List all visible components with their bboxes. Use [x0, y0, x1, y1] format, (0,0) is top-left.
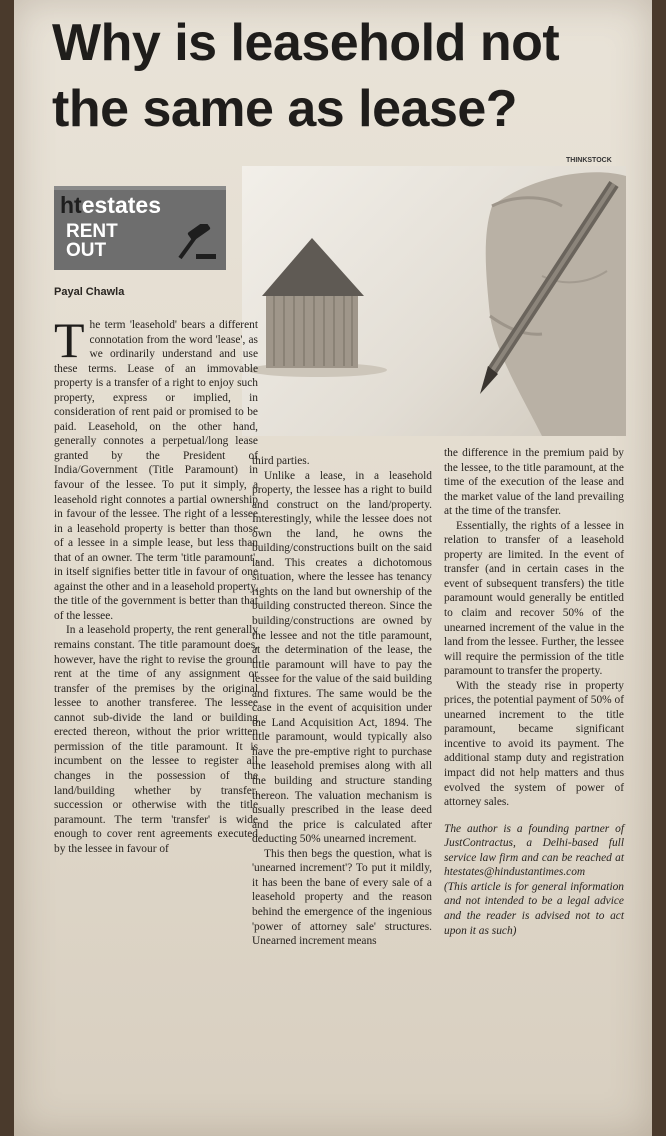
brand-prefix: ht: [60, 192, 82, 218]
photo-credit: THINKSTOCK: [566, 157, 612, 164]
section-logo: [54, 186, 226, 270]
column-2: [252, 454, 432, 949]
headline: Why is leasehold not the same as lease?: [52, 14, 560, 138]
author-bio: [444, 822, 624, 938]
byline: Payal Chawla: [54, 286, 125, 298]
paragraph: With the steady rise in property prices, the potential payment of 50% of unearned increment to the title paramount, became significant incentive to avoid its payment. The additional stamp duty and registration impact did not help matters and thus evolved the system of power of attorney sales.: [444, 679, 624, 809]
newspaper-page: [14, 0, 652, 1136]
paragraph: In a leasehold property, the rent generally remains constant. The title paramount does, however, have the right to revise the ground rent at the time of any assignment or transfer of the premises by the original lessee to another transferee. The lessee cannot sub-divide the land or building erected thereon, without the prior written permission of the title paramount. It is incumbent on the lessee to register all changes in the possession of the land/building whether by transfer, succession or otherwise with the title paramount. The term 'transfer' is wide enough to cover rent agreements executed by the lessee in favour of: [54, 624, 258, 855]
gavel-icon: [174, 224, 218, 267]
bio-text: The author is a founding partner of JustContractus, a Delhi-based full service law firm and can be reached at htestates@hindustantimes.com: [444, 822, 624, 879]
column-3: [444, 446, 624, 938]
brand-suffix: estates: [81, 192, 161, 218]
section-label-line2: OUT: [66, 240, 107, 261]
drop-cap: T: [54, 312, 85, 368]
paragraph: [54, 312, 258, 623]
house-and-pen-illustration: [242, 166, 626, 436]
paragraph-text: he term 'leasehold' bears a different connotation from the word 'lease', as we ordinarily understand and use these terms. Lease of an immovable property is a transfer of a right to enjoy such property, express or implied, in consideration of rent paid or promised to be paid. Leasehold, on the other hand, generally connotes a perpetual/long lease granted by the President of India/Government (Title Paramount) in favour of the lessee. To put it simply, a leasehold right connotes a partial ownership in favour of the lessee. The right of a lessee in a leasehold property is better than those of a lessee in a simple lease, but less than that of an owner. The term 'title paramount', in itself signifies better title in favour of one against the other and in a leasehold property, the title of the government is better than that of the lessee.: [54, 319, 258, 622]
paragraph: third parties.: [252, 455, 310, 467]
column-1: [54, 312, 258, 856]
paragraph: This then begs the question, what is 'unearned increment'? To put it mildly, it has been the bane of every sale of a leasehold property and the reason behind the emergence of the ingenious 'power of attorney sale' structures. Unearned increment means: [252, 847, 432, 948]
section-label: [66, 222, 118, 260]
disclaimer-text: (This article is for general information and not intended to be a legal advice and the reader is advised not to act upon it as such): [444, 880, 624, 937]
paragraph: Unlike a lease, in a leasehold property, the lessee has a right to build and construct on the land/property. Interestingly, while the lessee does not own the land, he owns the building/constructions built on the said land. This creates a dichotomous situation, where the lessee has tenancy rights on the land but ownership of the building constructed thereon. Since the building/constructions are owned by the lessee and not the title paramount, at the determination of the lease, the title paramount will have to pay the lessee for the value of the said building and fixtures. The same would be the case in the event of acquisition under the Land Acquisition Act, 1894. The title paramount, would typically also have the pre-emptive right to purchase the leasehold premises along with all the building and structure standing thereon. The valuation mechanism is usually prescribed in the lease deed and the price is calculated after deducting 50% unearned increment.: [252, 469, 432, 846]
section-brand: [60, 192, 161, 219]
paragraph: the difference in the premium paid by the lessee, to the title paramount, at the time of the execution of the lease and the market value of the land prevailing at the time of the transfer.: [444, 447, 624, 518]
section-label-line1: RENT: [66, 221, 118, 242]
paragraph: Essentially, the rights of a lessee in relation to transfer of a leasehold property are limited. In the event of transfer (and in certain cases in the event of subsequent transfers) the title paramount would generally be entitled to claim and recover 50% of the unearned increment of the value in the land from the lessee. Further, the lessee will require the permission of the title paramount to transfer the property.: [444, 519, 624, 678]
article-photo: [242, 166, 626, 436]
